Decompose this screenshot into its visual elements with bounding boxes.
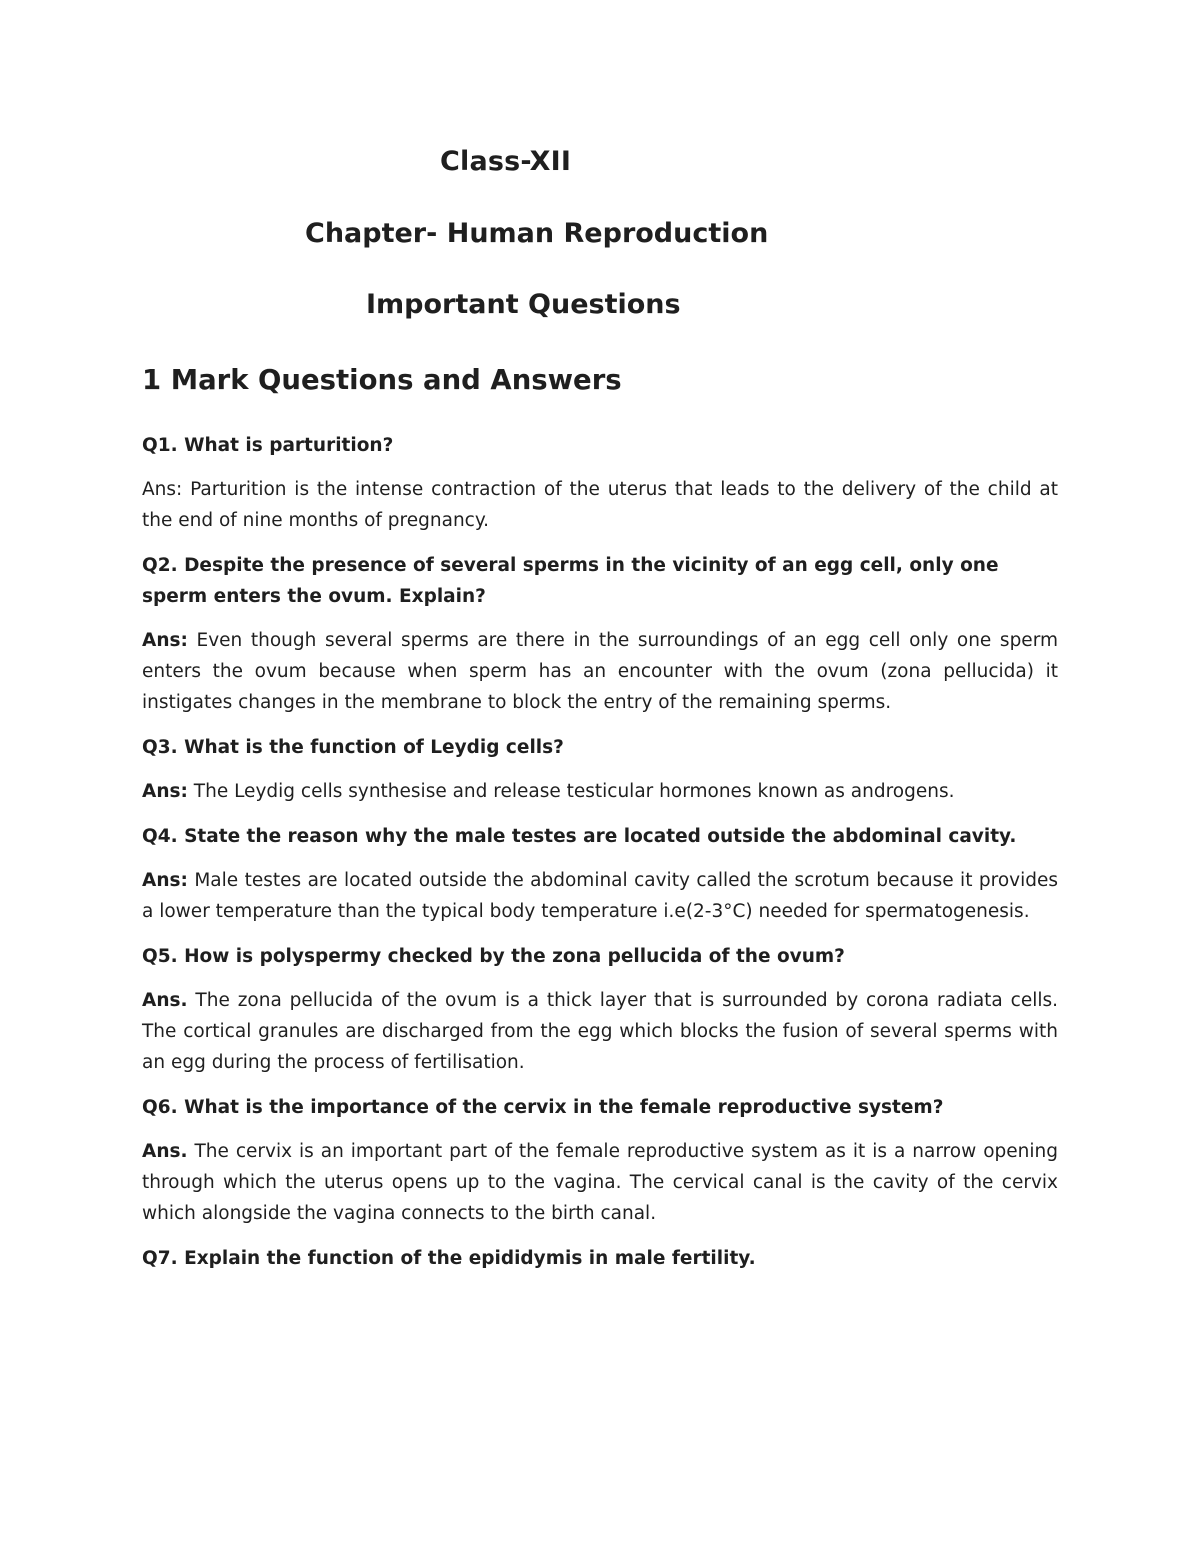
section-heading: 1 Mark Questions and Answers xyxy=(142,364,622,396)
qa-item-5 xyxy=(142,941,1058,1078)
question-1: Q1. What is parturition? xyxy=(142,435,394,456)
qa-item-2 xyxy=(142,550,1058,718)
qa-item-3 xyxy=(142,732,1058,807)
answer-6 xyxy=(142,1136,1058,1229)
answer-text: Male testes are located outside the abdominal cavity called the scrotum because it provides a lower temperature than the typical body temperature i.e(2-3°C) needed for spermatogenesis. xyxy=(142,870,1058,922)
question-5: Q5. How is polyspermy checked by the zona pellucida of the ovum? xyxy=(142,946,845,967)
answer-label: Ans. xyxy=(142,1141,188,1162)
question-7: Q7. Explain the function of the epididymis in male fertility. xyxy=(142,1248,756,1269)
question-3: Q3. What is the function of Leydig cells? xyxy=(142,737,564,758)
question-4: Q4. State the reason why the male testes are located outside the abdominal cavity. xyxy=(142,826,1017,847)
answer-label: Ans: xyxy=(142,870,188,891)
answer-text: The cervix is an important part of the female reproductive system as it is a narrow opening through which the uterus opens up to the vagina. The cervical canal is the cavity of the cervix which alongside the vagina connects to the birth canal. xyxy=(142,1141,1058,1224)
answer-text: Even though several sperms are there in the surroundings of an egg cell only one sperm enters the ovum because when sperm has an encounter with the ovum (zona pellucida) it instigates changes in the membrane to block the entry of the remaining sperms. xyxy=(142,630,1058,713)
answer-text: The Leydig cells synthesise and release testicular hormones known as androgens. xyxy=(187,781,955,802)
answer-label: Ans: xyxy=(142,479,183,500)
answer-4 xyxy=(142,865,1058,927)
answer-text: The zona pellucida of the ovum is a thick layer that is surrounded by corona radiata cells. The cortical granules are discharged from the egg which blocks the fusion of several sperms with an egg during the process of fertilisation. xyxy=(142,990,1058,1073)
chapter-title: Chapter- Human Reproduction xyxy=(305,218,769,249)
document-subtitle: Important Questions xyxy=(366,289,681,320)
qa-item-6 xyxy=(142,1092,1058,1229)
answer-2 xyxy=(142,625,1058,718)
answer-text: Parturition is the intense contraction of the uterus that leads to the delivery of the child at the end of nine months of pregnancy. xyxy=(142,479,1058,531)
content-body xyxy=(142,360,1058,1287)
qa-item-4 xyxy=(142,821,1058,927)
answer-1 xyxy=(142,474,1058,536)
answer-3 xyxy=(142,776,1058,807)
question-6: Q6. What is the importance of the cervix in the female reproductive system? xyxy=(142,1097,944,1118)
answer-label: Ans: xyxy=(142,630,188,651)
class-title: Class-XII xyxy=(440,146,572,177)
question-2: Q2. Despite the presence of several sperms in the vicinity of an egg cell, only one sperm enters the ovum. Explain? xyxy=(142,555,999,607)
qa-item-7 xyxy=(142,1243,1058,1274)
answer-label: Ans. xyxy=(142,990,188,1011)
answer-label: Ans: xyxy=(142,781,188,802)
answer-5 xyxy=(142,985,1058,1078)
qa-item-1 xyxy=(142,430,1058,536)
